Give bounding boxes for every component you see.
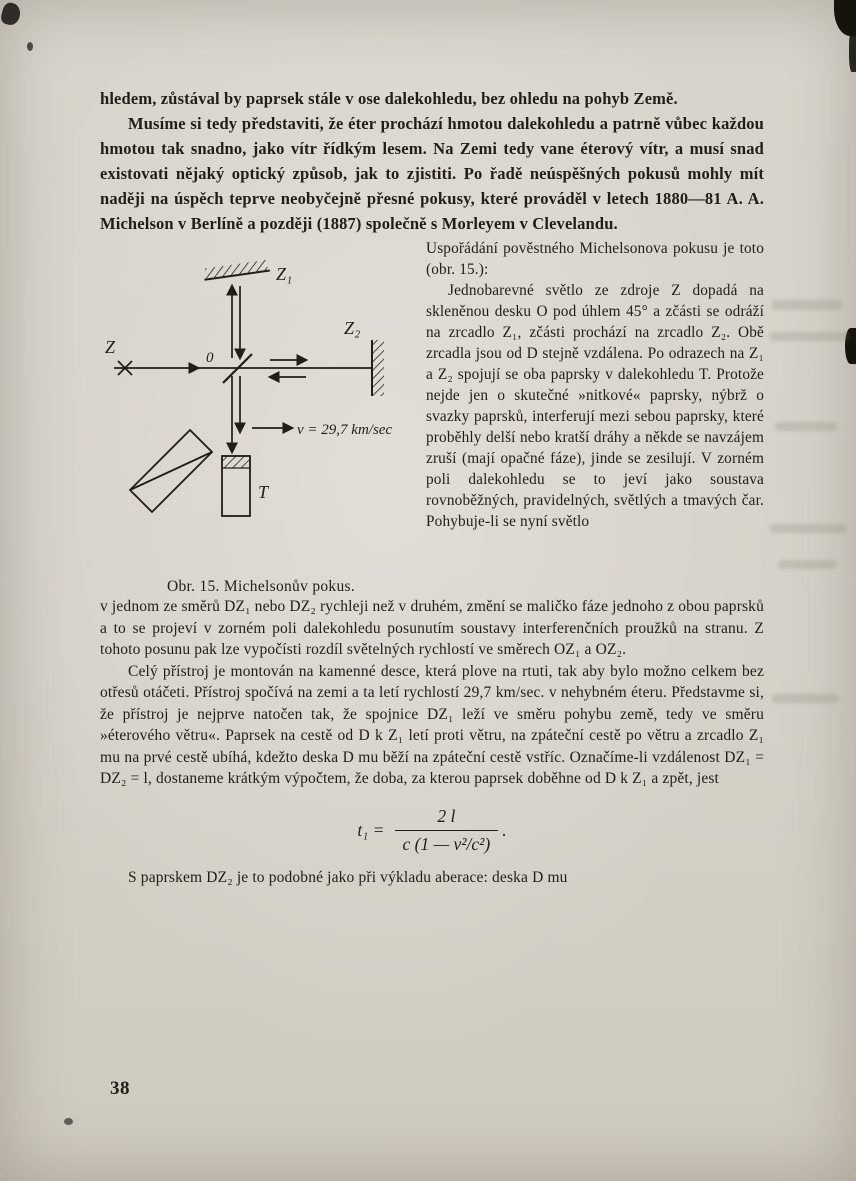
paragraph: Jednobarevné světlo ze zdroje Z dopadá na skleněnou desku O pod úhlem 45° a zčásti se odráží na zrcadlo Z₁, zčásti prochází na zrcadlo Z₂. Obě zrcadla jsou od D stejně vzdálena. Po odrazech na Z₁ a Z₂ spojují se oba paprsky v dalekohledu T. Protože nejde jen o skutečné »nitkové« paprsky, nýbrž o svazky paprsků, interferují mezi sebou paprsky, které proběhly delší nebo kratší dráhy a někde se navzájem zruší (mají opačné fáze), jinde se zesilují. V zorném poli dalekohledu se to jeví jako soustava rovnoběžných, pravidelných, světlých a tmavých čar. Pohybuje-li se nyní světlo <box>426 282 764 530</box>
equation-period: . <box>502 819 507 840</box>
bleedthrough-mark <box>778 560 836 569</box>
label-velocity: v = 29,7 km/sec <box>297 422 393 438</box>
bleedthrough-mark <box>772 300 842 310</box>
beam-vertical-up <box>232 286 240 358</box>
page-content <box>100 86 764 888</box>
scan-artifact <box>0 1 22 27</box>
mirror-z2 <box>372 340 384 396</box>
equation-lhs: t₁ = <box>357 819 385 840</box>
label-o: 0 <box>206 350 214 366</box>
label-t: T <box>258 482 269 502</box>
scan-artifact <box>27 42 33 51</box>
glass-plate <box>130 430 212 512</box>
paragraph: v jednom ze směrů DZ₁ nebo DZ₂ rychleji než v druhém, změní se maličko fáze jednoho z obou paprsků a to se projeví v zorném poli dalekohledu posunutím soustavy interferenčních proužků na stranu. Z tohoto posunu pak lze vypočísti rozdíl světelných rychlostí ve směrech OZ₁ a OZ₂. <box>100 598 764 658</box>
text-column <box>422 238 764 596</box>
figure-caption: Obr. 15. Michelsonův pokus. <box>166 578 356 595</box>
bleedthrough-mark <box>770 524 846 533</box>
bleedthrough-mark <box>770 332 850 341</box>
paragraph-continuation: hledem, zůstával by paprsek stále v ose dalekohledu, bez ohledu na pohyb Země. <box>100 89 678 108</box>
scan-artifact <box>849 30 856 72</box>
fraction-denominator: c (1 — v²/c²) <box>395 830 499 855</box>
label-z1: Z₁ <box>276 264 293 284</box>
paragraph: Celý přístroj je montován na kamenné desce, která plove na rtuti, tak aby bylo možno celkem bez otřesů otáčeti. Přístroj spočívá na zemi a ta letí rychlostí 29,7 km/sec. v nehybném éteru. Představme si, že přístroj je nejprve natočen tak, že spojnice DZ₁ leží ve směru pohybu země, tedy ve směru »éterového větru«. Paprsek na cestě od D k Z₁ letí proti větru, na zpáteční cestě po větru a zrcadlo Z₁ mu na prvé cestě ubíhá, kdežto deska D mu běží na zpáteční cestě vstříc. Označíme-li vzdálenost DZ₁ = DZ₂ = l, dostaneme krátkým výpočtem, že doba, za kterou paprsek doběhne od D k Z₁ a zpět, jest <box>100 662 764 787</box>
mirror-z1 <box>203 260 270 280</box>
figure-and-column-row <box>100 238 764 596</box>
beam-vertical-down <box>232 376 240 452</box>
paragraph: Uspořádání pověstného Michelsonova pokusu je toto (obr. 15.): <box>426 240 764 278</box>
fraction <box>395 806 499 855</box>
scan-artifact <box>64 1118 73 1125</box>
paragraph: S paprskem DZ₂ je to podobné jako při výkladu aberace: deska D mu <box>128 868 568 886</box>
lower-text-block <box>100 596 764 888</box>
michelson-figure <box>100 238 422 596</box>
fraction-numerator: 2 l <box>437 805 456 826</box>
telescope <box>222 456 250 516</box>
label-z: Z <box>105 337 116 357</box>
paragraph-intro: Musíme si tedy představiti, že éter prochází hmotou dalekohledu a patrně vůbec každou hmotou tak snadno, jako vítr řídkým lesem. Na Zemi tedy vane éterový vítr, a musí snad existovati nějaký optický způsob, jak to zjistiti. Po řadě neúspěšných pokusů mohly mít naději na úspěch teprve neobyčejně přesné pokusy, které prováděl v letech 1880—81 A. A. Michelson v Berlíně a později (1887) společně s Morleyem v Clevelandu. <box>100 114 764 233</box>
bleedthrough-mark <box>775 422 837 431</box>
bleedthrough-mark <box>772 694 838 703</box>
figure-svg <box>100 252 418 568</box>
equation-t1 <box>100 806 764 855</box>
label-z2: Z₂ <box>344 318 361 338</box>
page-number: 38 <box>110 1078 130 1099</box>
